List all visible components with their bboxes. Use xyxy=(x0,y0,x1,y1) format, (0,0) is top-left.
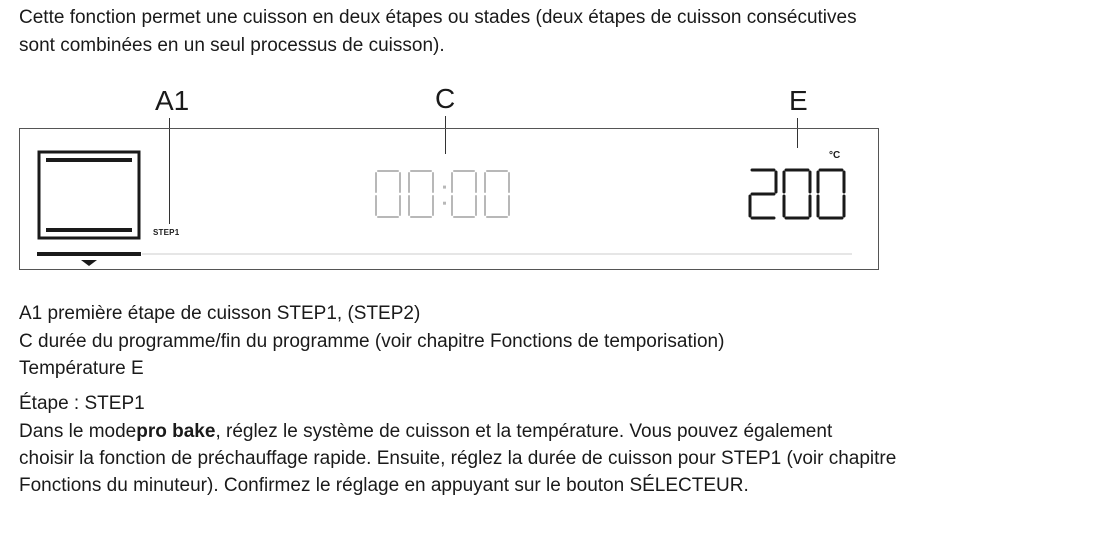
colon-segment xyxy=(443,186,446,189)
step-text-after: , réglez le système de cuisson et la température. Vous pouvez également xyxy=(215,421,833,442)
legend-a1: A1 première étape de cuisson STEP1, (STEP2) xyxy=(19,303,421,324)
temperature-unit: °C xyxy=(829,150,841,161)
step-paragraph-line-1 xyxy=(19,420,832,444)
legend-e: Température E xyxy=(19,358,144,379)
step-text-before: Dans le mode xyxy=(19,421,137,442)
callout-a1: A1 xyxy=(155,85,190,116)
oven-icon xyxy=(37,150,141,240)
callout-e: E xyxy=(789,85,808,116)
legend-c: C durée du programme/fin du programme (voir chapitre Fonctions de temporisation) xyxy=(19,331,725,352)
selector-arrow-icon xyxy=(81,260,97,266)
step-paragraph-line-3: Fonctions du minuteur). Confirmez le réglage en appuyant sur le bouton SÉLECTEUR. xyxy=(19,475,749,496)
intro-line-2: sont combinées en un seul processus de cuisson). xyxy=(19,35,445,56)
time-display xyxy=(372,167,512,223)
temperature-display xyxy=(744,165,856,223)
step-indicator: STEP1 xyxy=(153,228,180,237)
colon-segment xyxy=(443,202,446,205)
progress-fill xyxy=(37,252,141,256)
step-paragraph-line-2: choisir la fonction de préchauffage rapide. Ensuite, réglez la durée de cuisson pour STEP1 (voir chapitre xyxy=(19,448,897,469)
progress-track xyxy=(142,253,852,255)
callout-c: C xyxy=(435,83,456,114)
pro-bake-mode: pro bake xyxy=(136,421,216,442)
intro-line-1: Cette fonction permet une cuisson en deux étapes ou stades (deux étapes de cuisson consécutives xyxy=(19,7,857,28)
step-title: Étape : STEP1 xyxy=(19,393,145,414)
